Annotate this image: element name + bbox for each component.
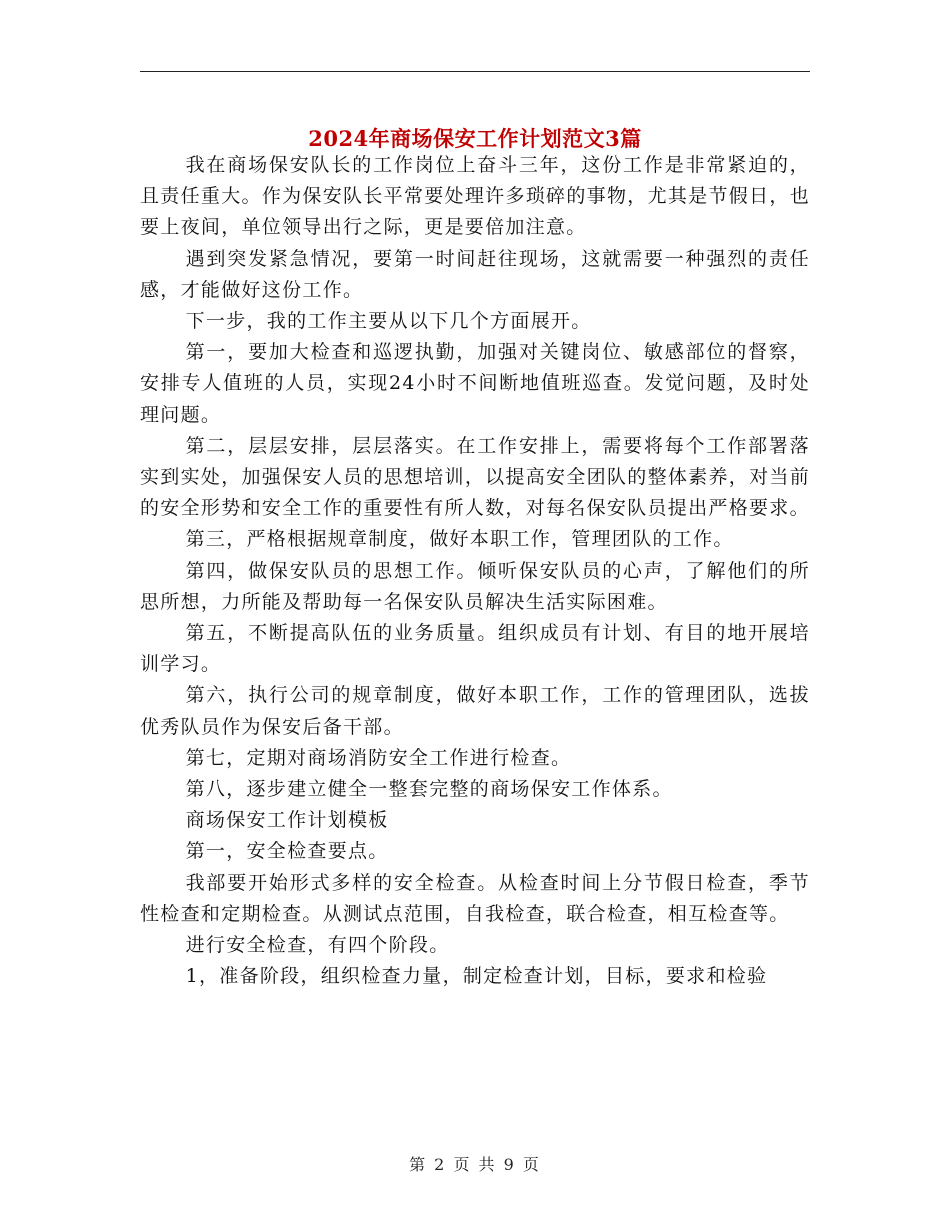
paragraph: 我部要开始形式多样的安全检查。从检查时间上分节假日检查，季节性检查和定期检查。从测试点范围，自我检查，联合检查，相互检查等。 [140,871,810,925]
paragraph: 进行安全检查，有四个阶段。 [185,934,450,957]
paragraph: 第七，定期对商场消防安全工作进行检查。 [185,746,572,769]
page-number: 第 2 页 共 9 页 [409,1155,541,1174]
paragraph: 第六，执行公司的规章制度，做好本职工作，工作的管理团队，选拔优秀队员作为保安后备干部。 [140,684,810,738]
paragraph: 第一，要加大检查和巡逻执勤，加强对关键岗位、敏感部位的督察，安排专人值班的人员，实现24小时不间断地值班巡查。发觉问题，及时处理问题。 [140,341,810,426]
header-rule [140,71,810,72]
section-heading: 商场保安工作计划模板 [185,809,389,832]
paragraph: 第一，安全检查要点。 [185,840,389,863]
paragraph: 遇到突发紧急情况，要第一时间赶往现场，这就需要一种强烈的责任感，才能做好这份工作。 [140,247,810,301]
document-body [140,150,810,992]
document-title: 2024年商场保安工作计划范文3篇 [308,126,642,152]
paragraph: 第四，做保安队员的思想工作。倾听保安队员的心声，了解他们的所思所想，力所能及帮助每一名保安队员解决生活实际困难。 [140,559,810,613]
paragraph: 第三，严格根据规章制度，做好本职工作，管理团队的工作。 [185,528,734,551]
paragraph: 我在商场保安队长的工作岗位上奋斗三年，这份工作是非常紧迫的，且责任重大。作为保安队长平常要处理许多琐碎的事物，尤其是节假日，也要上夜间，单位领导出行之际，更是要倍加注意。 [140,154,810,239]
paragraph: 第五，不断提高队伍的业务质量。组织成员有计划、有目的地开展培训学习。 [140,622,810,676]
paragraph: 下一步，我的工作主要从以下几个方面展开。 [185,310,592,333]
paragraph: 第八，逐步建立健全一整套完整的商场保安工作体系。 [185,778,673,801]
paragraph: 1，准备阶段，组织检查力量，制定检查计划，目标，要求和检验 [185,965,768,988]
paragraph: 第二，层层安排，层层落实。在工作安排上，需要将每个工作部署落实到实处，加强保安人员的思想培训，以提高安全团队的整体素养，对当前的安全形势和安全工作的重要性有所人数，对每名保安队员提出严格要求。 [140,434,810,520]
